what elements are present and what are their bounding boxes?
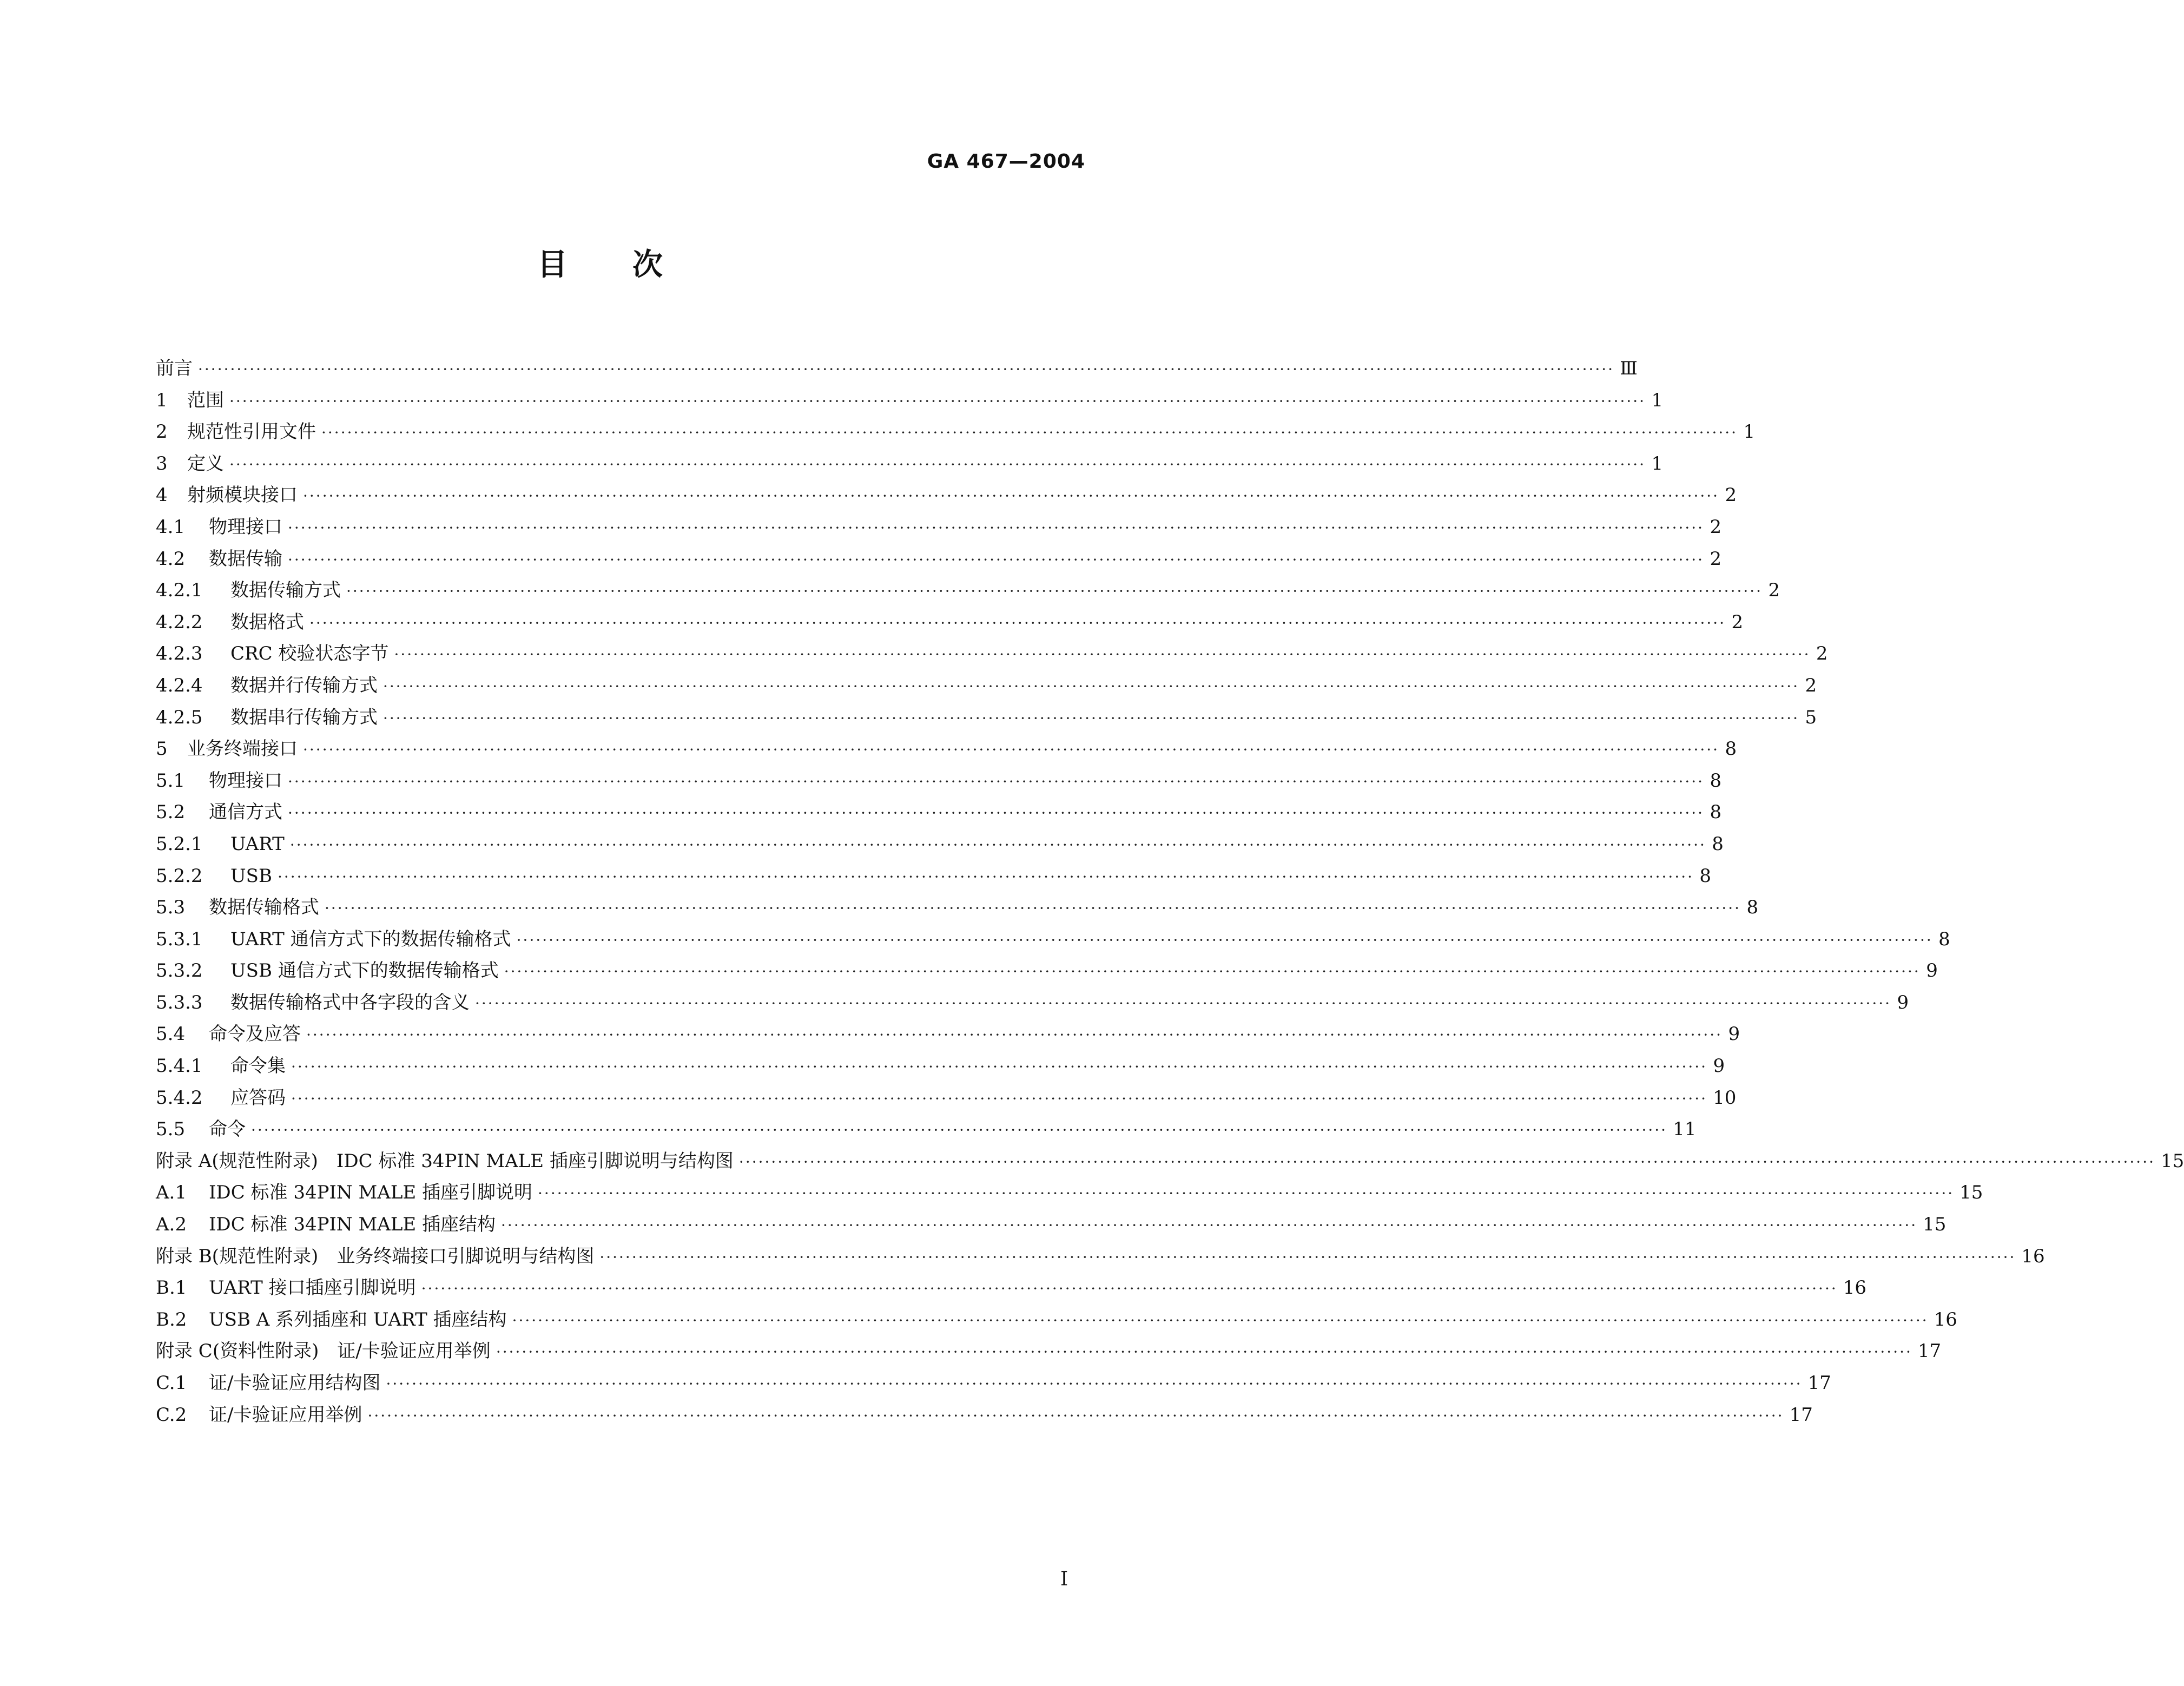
toc-entry-page: 2 bbox=[1731, 611, 1744, 633]
toc-entry-title: 数据串行传输方式 bbox=[230, 706, 378, 728]
toc-entry-number: 3 bbox=[156, 452, 168, 475]
toc-entry-page: 17 bbox=[1789, 1404, 1813, 1426]
toc-entry[interactable] bbox=[156, 385, 1664, 417]
toc-entry-label bbox=[156, 1082, 286, 1114]
toc-entry-label bbox=[156, 765, 282, 797]
toc-entry[interactable] bbox=[156, 892, 1759, 924]
toc-entry-label bbox=[156, 1304, 507, 1336]
toc-entry-number: 4.2.2 bbox=[156, 611, 203, 633]
toc-dot-leader: ···························································································································································································································· bbox=[306, 1026, 1723, 1044]
toc-entry-number: 4.2.4 bbox=[156, 674, 203, 696]
toc-entry-title: 证/卡验证应用结构图 bbox=[209, 1372, 381, 1394]
toc-entry-title: UART 通信方式下的数据传输格式 bbox=[230, 928, 511, 950]
toc-dot-leader: ···························································································································································································································· bbox=[325, 899, 1741, 918]
toc-dot-leader: ···························································································································································································································· bbox=[291, 1058, 1708, 1076]
toc-dot-leader: ···························································································································································································································· bbox=[198, 360, 1615, 378]
toc-entry-label bbox=[156, 1145, 734, 1177]
toc-entry[interactable] bbox=[156, 1399, 1813, 1431]
toc-entry-title: USB bbox=[230, 865, 272, 887]
toc-entry-label bbox=[156, 511, 282, 543]
toc-dot-leader: ···························································································································································································································· bbox=[383, 709, 1800, 727]
toc-entry-page: 17 bbox=[1917, 1340, 1942, 1362]
toc-entry[interactable] bbox=[156, 479, 1737, 511]
toc-entry-title: 数据传输 bbox=[209, 548, 282, 570]
toc-entry-title: 定义 bbox=[187, 452, 224, 475]
toc-entry-page: 1 bbox=[1651, 452, 1664, 475]
toc-dot-leader: ···························································································································································································································· bbox=[303, 487, 1720, 505]
toc-entry-label bbox=[156, 1050, 286, 1082]
toc-entry[interactable] bbox=[156, 1018, 1740, 1050]
toc-entry-number: 5.3 bbox=[156, 897, 186, 919]
toc-entry-label bbox=[156, 543, 282, 575]
toc-entry-title: IDC 标准 34PIN MALE 插座引脚说明 bbox=[209, 1182, 533, 1204]
toc-entry-number: C.2 bbox=[156, 1404, 187, 1426]
toc-dot-leader: ···························································································································································································································· bbox=[346, 582, 1763, 601]
toc-entry[interactable] bbox=[156, 955, 1938, 987]
toc-entry-page: 8 bbox=[1746, 897, 1759, 919]
toc-entry[interactable] bbox=[156, 1241, 2045, 1273]
toc-dot-leader: ···························································································································································································································· bbox=[599, 1248, 2016, 1266]
toc-entry-page: 8 bbox=[1712, 833, 1724, 855]
toc-entry-number: 5.4 bbox=[156, 1023, 186, 1045]
toc-entry-label bbox=[156, 353, 193, 385]
toc-entry-page: 2 bbox=[1816, 643, 1828, 665]
toc-dot-leader: ···························································································································································································································· bbox=[288, 804, 1705, 822]
toc-entry-label bbox=[156, 638, 388, 670]
toc-entry-page: 16 bbox=[2021, 1245, 2045, 1267]
toc-entry-title: 范围 bbox=[187, 389, 224, 411]
toc-entry-title: 命令 bbox=[209, 1118, 246, 1141]
toc-entry-title: UART bbox=[230, 833, 285, 855]
toc-entry-label bbox=[156, 1114, 246, 1145]
toc-entry-title: 数据并行传输方式 bbox=[230, 674, 378, 696]
toc-entry-title: 数据传输格式中各字段的含义 bbox=[230, 991, 470, 1013]
toc-entry-number: 4.2.5 bbox=[156, 706, 203, 728]
toc-dot-leader: ···························································································································································································································· bbox=[289, 835, 1706, 854]
toc-entry-label bbox=[156, 1209, 496, 1241]
toc-entry-number: 5.1 bbox=[156, 769, 186, 792]
toc-entry-number: A.1 bbox=[156, 1182, 187, 1204]
toc-entry[interactable] bbox=[156, 416, 1756, 448]
toc-entry[interactable] bbox=[156, 1272, 1867, 1304]
toc-entry-number: 5.4.1 bbox=[156, 1055, 203, 1077]
toc-dot-leader: ···························································································································································································································· bbox=[496, 1343, 1912, 1361]
toc-entry-label bbox=[156, 955, 499, 987]
toc-dot-leader: ···························································································································································································································· bbox=[291, 1089, 1708, 1108]
toc-dot-leader: ···························································································································································································································· bbox=[475, 994, 1892, 1012]
toc-entry[interactable] bbox=[156, 828, 1724, 860]
toc-dot-leader: ···························································································································································································································· bbox=[421, 1280, 1838, 1298]
toc-entry-page: 9 bbox=[1926, 960, 1938, 982]
toc-entry[interactable] bbox=[156, 702, 1817, 734]
toc-entry[interactable] bbox=[156, 796, 1722, 828]
toc-entry-title: 应答码 bbox=[230, 1086, 286, 1109]
toc-entry-title: 通信方式 bbox=[209, 801, 282, 824]
table-of-contents bbox=[156, 353, 2184, 1431]
toc-entry[interactable] bbox=[156, 1145, 2184, 1177]
toc-entry[interactable] bbox=[156, 1209, 1947, 1241]
toc-entry-title: UART 接口插座引脚说明 bbox=[209, 1277, 416, 1299]
toc-entry-page: 17 bbox=[1807, 1372, 1831, 1394]
toc-entry-page: 8 bbox=[1710, 769, 1722, 792]
toc-entry-title: USB 通信方式下的数据传输格式 bbox=[230, 960, 499, 982]
toc-entry-label bbox=[156, 1367, 380, 1399]
toc-entry[interactable] bbox=[156, 1082, 1737, 1114]
toc-entry-page: 16 bbox=[1843, 1277, 1867, 1299]
toc-entry-number: A.2 bbox=[156, 1214, 187, 1236]
toc-entry-title: 命令及应答 bbox=[209, 1023, 301, 1045]
toc-entry-label bbox=[156, 860, 272, 892]
toc-entry-title: 命令集 bbox=[230, 1055, 286, 1077]
toc-entry-page: 8 bbox=[1699, 865, 1712, 887]
toc-entry-number: 5.5 bbox=[156, 1118, 186, 1141]
toc-entry-number: 5.2.1 bbox=[156, 833, 203, 855]
toc-dot-leader: ···························································································································································································································· bbox=[504, 963, 1921, 981]
toc-entry-page: 5 bbox=[1805, 706, 1817, 728]
toc-entry-page: 2 bbox=[1725, 484, 1737, 506]
toc-entry[interactable] bbox=[156, 575, 1780, 607]
toc-entry-label bbox=[156, 796, 282, 828]
toc-entry-label bbox=[156, 924, 511, 956]
toc-entry[interactable] bbox=[156, 607, 1744, 638]
toc-entry-label bbox=[156, 733, 298, 765]
toc-entry-page: 15 bbox=[1923, 1214, 1947, 1236]
toc-dot-leader: ···························································································································································································································· bbox=[516, 931, 1933, 949]
toc-dot-leader: ···························································································································································································································· bbox=[738, 1152, 2156, 1171]
toc-entry-page: Ⅲ bbox=[1620, 358, 1638, 379]
toc-entry[interactable] bbox=[156, 924, 1950, 956]
toc-entry-number: 4 bbox=[156, 484, 168, 506]
page-number: I bbox=[1060, 1568, 1068, 1590]
toc-entry[interactable] bbox=[156, 543, 1722, 575]
toc-entry-title: 证/卡验证应用举例 bbox=[209, 1404, 362, 1426]
toc-entry-page: 8 bbox=[1938, 928, 1950, 950]
toc-entry[interactable] bbox=[156, 1050, 1725, 1082]
toc-entry-number: 4.2.1 bbox=[156, 579, 203, 602]
toc-entry-label bbox=[156, 448, 224, 480]
toc-dot-leader: ···························································································································································································································· bbox=[229, 455, 1646, 473]
toc-dot-leader: ···························································································································································································································· bbox=[386, 1375, 1803, 1393]
toc-entry-number: B.2 bbox=[156, 1308, 187, 1331]
toc-entry-title: 数据传输格式 bbox=[209, 897, 319, 919]
toc-dot-leader: ···························································································································································································································· bbox=[288, 518, 1705, 537]
toc-entry[interactable] bbox=[156, 1114, 1697, 1145]
toc-entry-label bbox=[156, 987, 470, 1019]
toc-entry-page: 9 bbox=[1728, 1023, 1740, 1045]
toc-entry-page: 2 bbox=[1805, 674, 1817, 696]
toc-entry-title: 前言 bbox=[156, 358, 193, 379]
toc-dot-leader: ···························································································································································································································· bbox=[501, 1216, 1918, 1235]
toc-entry[interactable] bbox=[156, 987, 1909, 1019]
toc-entry-page: 2 bbox=[1710, 516, 1722, 538]
toc-entry-page: 9 bbox=[1713, 1055, 1725, 1077]
toc-entry-page: 2 bbox=[1768, 579, 1780, 602]
toc-entry-page: 1 bbox=[1743, 421, 1756, 443]
toc-entry-label bbox=[156, 385, 224, 417]
toc-dot-leader: ···························································································································································································································· bbox=[309, 614, 1726, 632]
toc-entry-number: 2 bbox=[156, 421, 168, 443]
toc-entry-number: 4.2.3 bbox=[156, 643, 203, 665]
toc-entry[interactable] bbox=[156, 765, 1722, 797]
toc-entry-label bbox=[156, 1241, 594, 1273]
toc-entry-number: 5.2.2 bbox=[156, 865, 203, 887]
toc-entry-title: 业务终端接口 bbox=[187, 738, 298, 760]
toc-entry-title: 物理接口 bbox=[209, 769, 282, 792]
toc-entry-page: 11 bbox=[1673, 1118, 1697, 1141]
toc-dot-leader: ···························································································································································································································· bbox=[367, 1406, 1784, 1425]
toc-entry-number: 5.3.1 bbox=[156, 928, 203, 950]
toc-dot-leader: ···························································································································································································································· bbox=[538, 1184, 1955, 1203]
toc-dot-leader: ···························································································································································································································· bbox=[303, 741, 1720, 759]
toc-entry-page: 1 bbox=[1651, 389, 1664, 411]
toc-entry[interactable] bbox=[156, 860, 1712, 892]
toc-entry[interactable] bbox=[156, 733, 1737, 765]
toc-entry-title: 数据格式 bbox=[230, 611, 304, 633]
toc-entry[interactable] bbox=[156, 448, 1664, 480]
toc-entry-number: C.1 bbox=[156, 1372, 187, 1394]
toc-entry-title: 数据传输方式 bbox=[230, 579, 341, 602]
toc-entry-number: 5.3.2 bbox=[156, 960, 203, 982]
toc-entry-title: USB A 系列插座和 UART 插座结构 bbox=[209, 1308, 507, 1331]
toc-entry-title: 附录 C(资料性附录) 证/卡验证应用举例 bbox=[156, 1340, 491, 1362]
toc-dot-leader: ···························································································································································································································· bbox=[277, 867, 1694, 886]
toc-entry[interactable] bbox=[156, 1304, 1957, 1336]
toc-entry-title: 附录 A(规范性附录) IDC 标准 34PIN MALE 插座引脚说明与结构图 bbox=[156, 1150, 734, 1172]
toc-entry-label bbox=[156, 1177, 532, 1209]
toc-dot-leader: ···························································································································································································································· bbox=[394, 646, 1811, 664]
toc-entry[interactable] bbox=[156, 353, 1638, 385]
toc-entry-page: 2 bbox=[1710, 548, 1722, 570]
toc-entry-page: 8 bbox=[1725, 738, 1737, 760]
toc-entry-label bbox=[156, 575, 341, 607]
toc-entry-number: B.1 bbox=[156, 1277, 187, 1299]
toc-entry[interactable] bbox=[156, 1177, 1983, 1209]
page-title: 目次 bbox=[537, 247, 728, 282]
toc-entry-page: 8 bbox=[1710, 801, 1722, 824]
toc-entry-number: 4.2 bbox=[156, 548, 186, 570]
toc-entry-label bbox=[156, 670, 378, 702]
toc-dot-leader: ···························································································································································································································· bbox=[321, 424, 1738, 442]
toc-entry-page: 15 bbox=[1959, 1182, 1983, 1204]
toc-entry-label bbox=[156, 828, 285, 860]
toc-entry[interactable] bbox=[156, 1335, 1942, 1367]
toc-entry-title: 射频模块接口 bbox=[187, 484, 298, 506]
toc-dot-leader: ···························································································································································································································· bbox=[288, 772, 1705, 791]
toc-entry[interactable] bbox=[156, 511, 1722, 543]
toc-entry[interactable] bbox=[156, 1367, 1831, 1399]
toc-entry-title: CRC 校验状态字节 bbox=[230, 643, 389, 665]
toc-entry-label bbox=[156, 1272, 416, 1304]
toc-entry-label bbox=[156, 416, 316, 448]
toc-entry-title: 规范性引用文件 bbox=[187, 421, 316, 443]
toc-entry-label bbox=[156, 892, 319, 924]
toc-dot-leader: ···························································································································································································································· bbox=[383, 677, 1800, 695]
toc-entry-label bbox=[156, 1399, 362, 1431]
toc-entry-page: 10 bbox=[1713, 1086, 1737, 1109]
toc-dot-leader: ···························································································································································································································· bbox=[229, 392, 1646, 410]
toc-entry-number: 5.3.3 bbox=[156, 991, 203, 1013]
toc-entry[interactable] bbox=[156, 638, 1828, 670]
toc-entry-number: 1 bbox=[156, 389, 168, 411]
toc-entry-page: 15 bbox=[2161, 1150, 2184, 1172]
toc-entry[interactable] bbox=[156, 670, 1817, 702]
toc-entry-title: 物理接口 bbox=[209, 516, 282, 538]
toc-entry-title: IDC 标准 34PIN MALE 插座结构 bbox=[209, 1214, 496, 1236]
toc-entry-label bbox=[156, 702, 378, 734]
toc-dot-leader: ···························································································································································································································· bbox=[288, 550, 1705, 569]
toc-entry-page: 16 bbox=[1934, 1308, 1957, 1331]
toc-entry-label bbox=[156, 607, 304, 638]
toc-entry-number: 5.2 bbox=[156, 801, 186, 824]
toc-entry-number: 4.1 bbox=[156, 516, 186, 538]
toc-entry-label bbox=[156, 1335, 491, 1367]
toc-entry-title: 附录 B(规范性附录) 业务终端接口引脚说明与结构图 bbox=[156, 1245, 595, 1267]
toc-entry-page: 9 bbox=[1897, 991, 1909, 1013]
toc-dot-leader: ···························································································································································································································· bbox=[512, 1311, 1929, 1329]
toc-entry-number: 5.4.2 bbox=[156, 1086, 203, 1109]
document-code: GA 467—2004 bbox=[927, 150, 1085, 173]
toc-entry-label bbox=[156, 479, 298, 511]
toc-entry-number: 5 bbox=[156, 738, 168, 760]
toc-entry-label bbox=[156, 1018, 301, 1050]
toc-dot-leader: ···························································································································································································································· bbox=[251, 1121, 1668, 1140]
